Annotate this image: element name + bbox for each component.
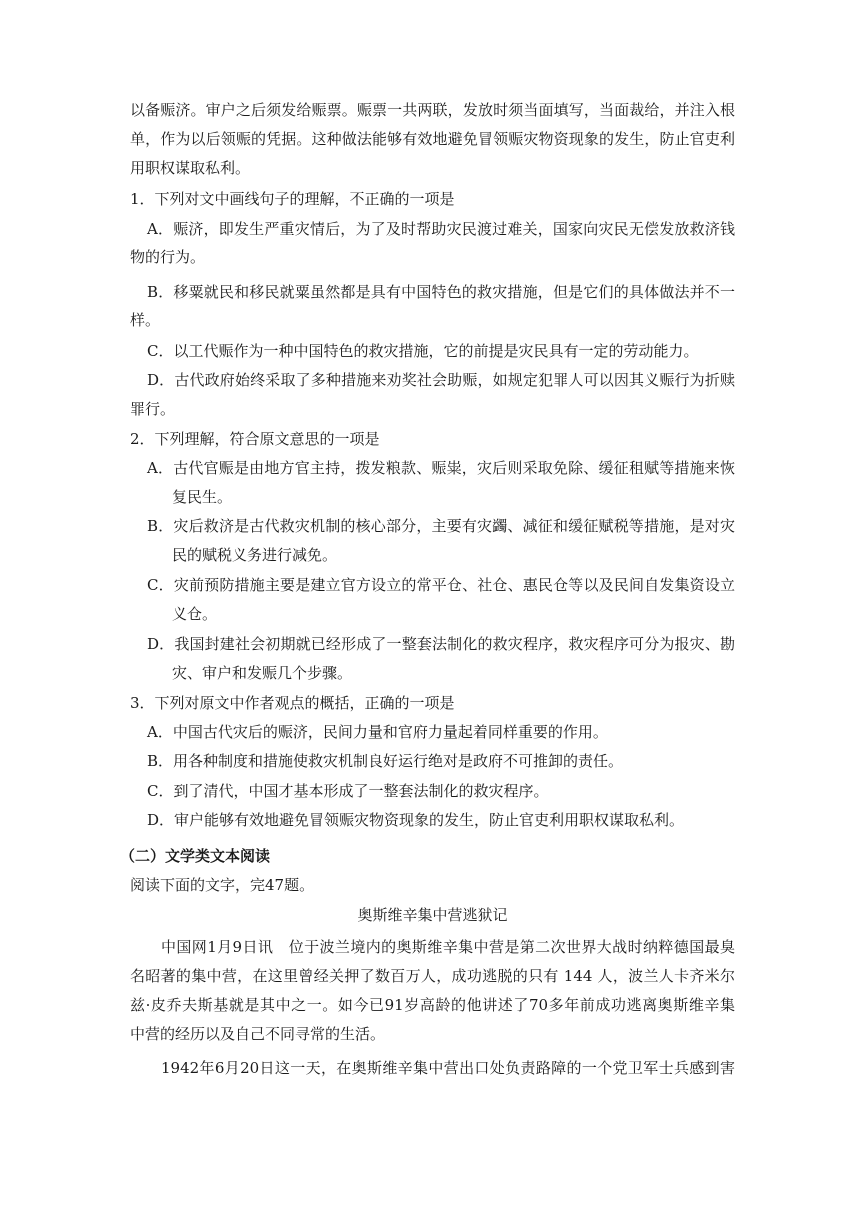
q2-option-b-line2: 民的赋税义务进行减免。 bbox=[172, 546, 338, 564]
q1-option-a-line2: 物的行为。 bbox=[130, 248, 206, 266]
section-heading: （二）文学类文本阅读 bbox=[120, 847, 271, 865]
q1-option-d-line1: D．古代政府始终采取了多种措施来劝奖社会助赈，如规定犯罪人可以因其义赈行为折赎 bbox=[147, 371, 735, 389]
q1-option-a-line1: A．赈济，即发生严重灾情后，为了及时帮助灾民渡过难关，国家向灾民无偿发放救济钱 bbox=[147, 220, 735, 238]
q3-stem: 3．下列对原文中作者观点的概括，正确的一项是 bbox=[130, 694, 455, 712]
q2-option-b-line1: B．灾后救济是古代救灾机制的核心部分，主要有灾蠲、减征和缓征赋税等措施，是对灾 bbox=[147, 517, 735, 535]
q2-stem: 2．下列理解，符合原文意思的一项是 bbox=[130, 430, 380, 448]
q1-option-b-line2: 样。 bbox=[130, 311, 161, 329]
reading-instruction: 阅读下面的文字，完47题。 bbox=[130, 876, 315, 894]
para1-line-2: 名昭著的集中营，在这里曾经关押了数百万人，成功逃脱的只有 144 人，波兰人卡齐米尔 bbox=[130, 967, 735, 985]
q2-option-a-line1: A．古代官赈是由地方官主持，拨发粮款、赈粜，灾后则采取免除、缓征租赋等措施来恢 bbox=[147, 459, 735, 477]
q2-option-d-line2: 灾、审户和发赈几个步骤。 bbox=[172, 664, 353, 682]
intro-line-1: 以备赈济。审户之后须发给赈票。赈票一共两联，发放时须当面填写，当面裁给，并注入根 bbox=[130, 101, 735, 119]
q3-option-a: A．中国古代灾后的赈济，民间力量和官府力量起着同样重要的作用。 bbox=[147, 723, 608, 741]
intro-line-2: 单，作为以后领赈的凭据。这种做法能够有效地避免冒领赈灾物资现象的发生，防止官吏利 bbox=[130, 130, 735, 148]
intro-line-3: 用职权谋取私利。 bbox=[130, 159, 251, 177]
q1-stem: 1．下列对文中画线句子的理解，不正确的一项是 bbox=[130, 190, 455, 208]
q3-option-d: D．审户能够有效地避免冒领赈灾物资现象的发生，防止官吏利用职权谋取私利。 bbox=[147, 811, 685, 829]
q2-option-a-line2: 复民生。 bbox=[172, 488, 233, 506]
q1-option-d-line2: 罪行。 bbox=[130, 400, 176, 418]
para1-line-4: 中营的经历以及自己不同寻常的生活。 bbox=[130, 1025, 386, 1043]
para1-line-3: 兹·皮乔夫斯基就是其中之一。如今已91岁高龄的他讲述了70多年前成功逃离奥斯维辛集 bbox=[130, 996, 735, 1014]
q3-option-b: B．用各种制度和措施使救灾机制良好运行绝对是政府不可推卸的责任。 bbox=[147, 752, 624, 770]
para1-line-1: 中国网1月9日讯 位于波兰境内的奥斯维辛集中营是第二次世界大战时纳粹德国最臭 bbox=[161, 938, 735, 956]
q1-option-b-line1: B．移粟就民和移民就粟虽然都是具有中国特色的救灾措施，但是它们的具体做法并不一 bbox=[147, 283, 735, 301]
q2-option-d-line1: D．我国封建社会初期就已经形成了一整套法制化的救灾程序，救灾程序可分为报灾、勘 bbox=[147, 635, 735, 653]
q1-option-c: C．以工代赈作为一种中国特色的救灾措施，它的前提是灾民具有一定的劳动能力。 bbox=[147, 342, 699, 360]
article-title: 奥斯维辛集中营逃狱记 bbox=[357, 906, 508, 924]
q3-option-c: C．到了清代，中国才基本形成了一整套法制化的救灾程序。 bbox=[147, 782, 549, 800]
q2-option-c-line1: C．灾前预防措施主要是建立官方设立的常平仓、社仓、惠民仓等以及民间自发集资设立 bbox=[147, 576, 735, 594]
q2-option-c-line2: 义仓。 bbox=[172, 605, 218, 623]
para2-line-1: 1942年6月20日这一天，在奥斯维辛集中营出口处负责路障的一个党卫军士兵感到害 bbox=[161, 1059, 735, 1077]
